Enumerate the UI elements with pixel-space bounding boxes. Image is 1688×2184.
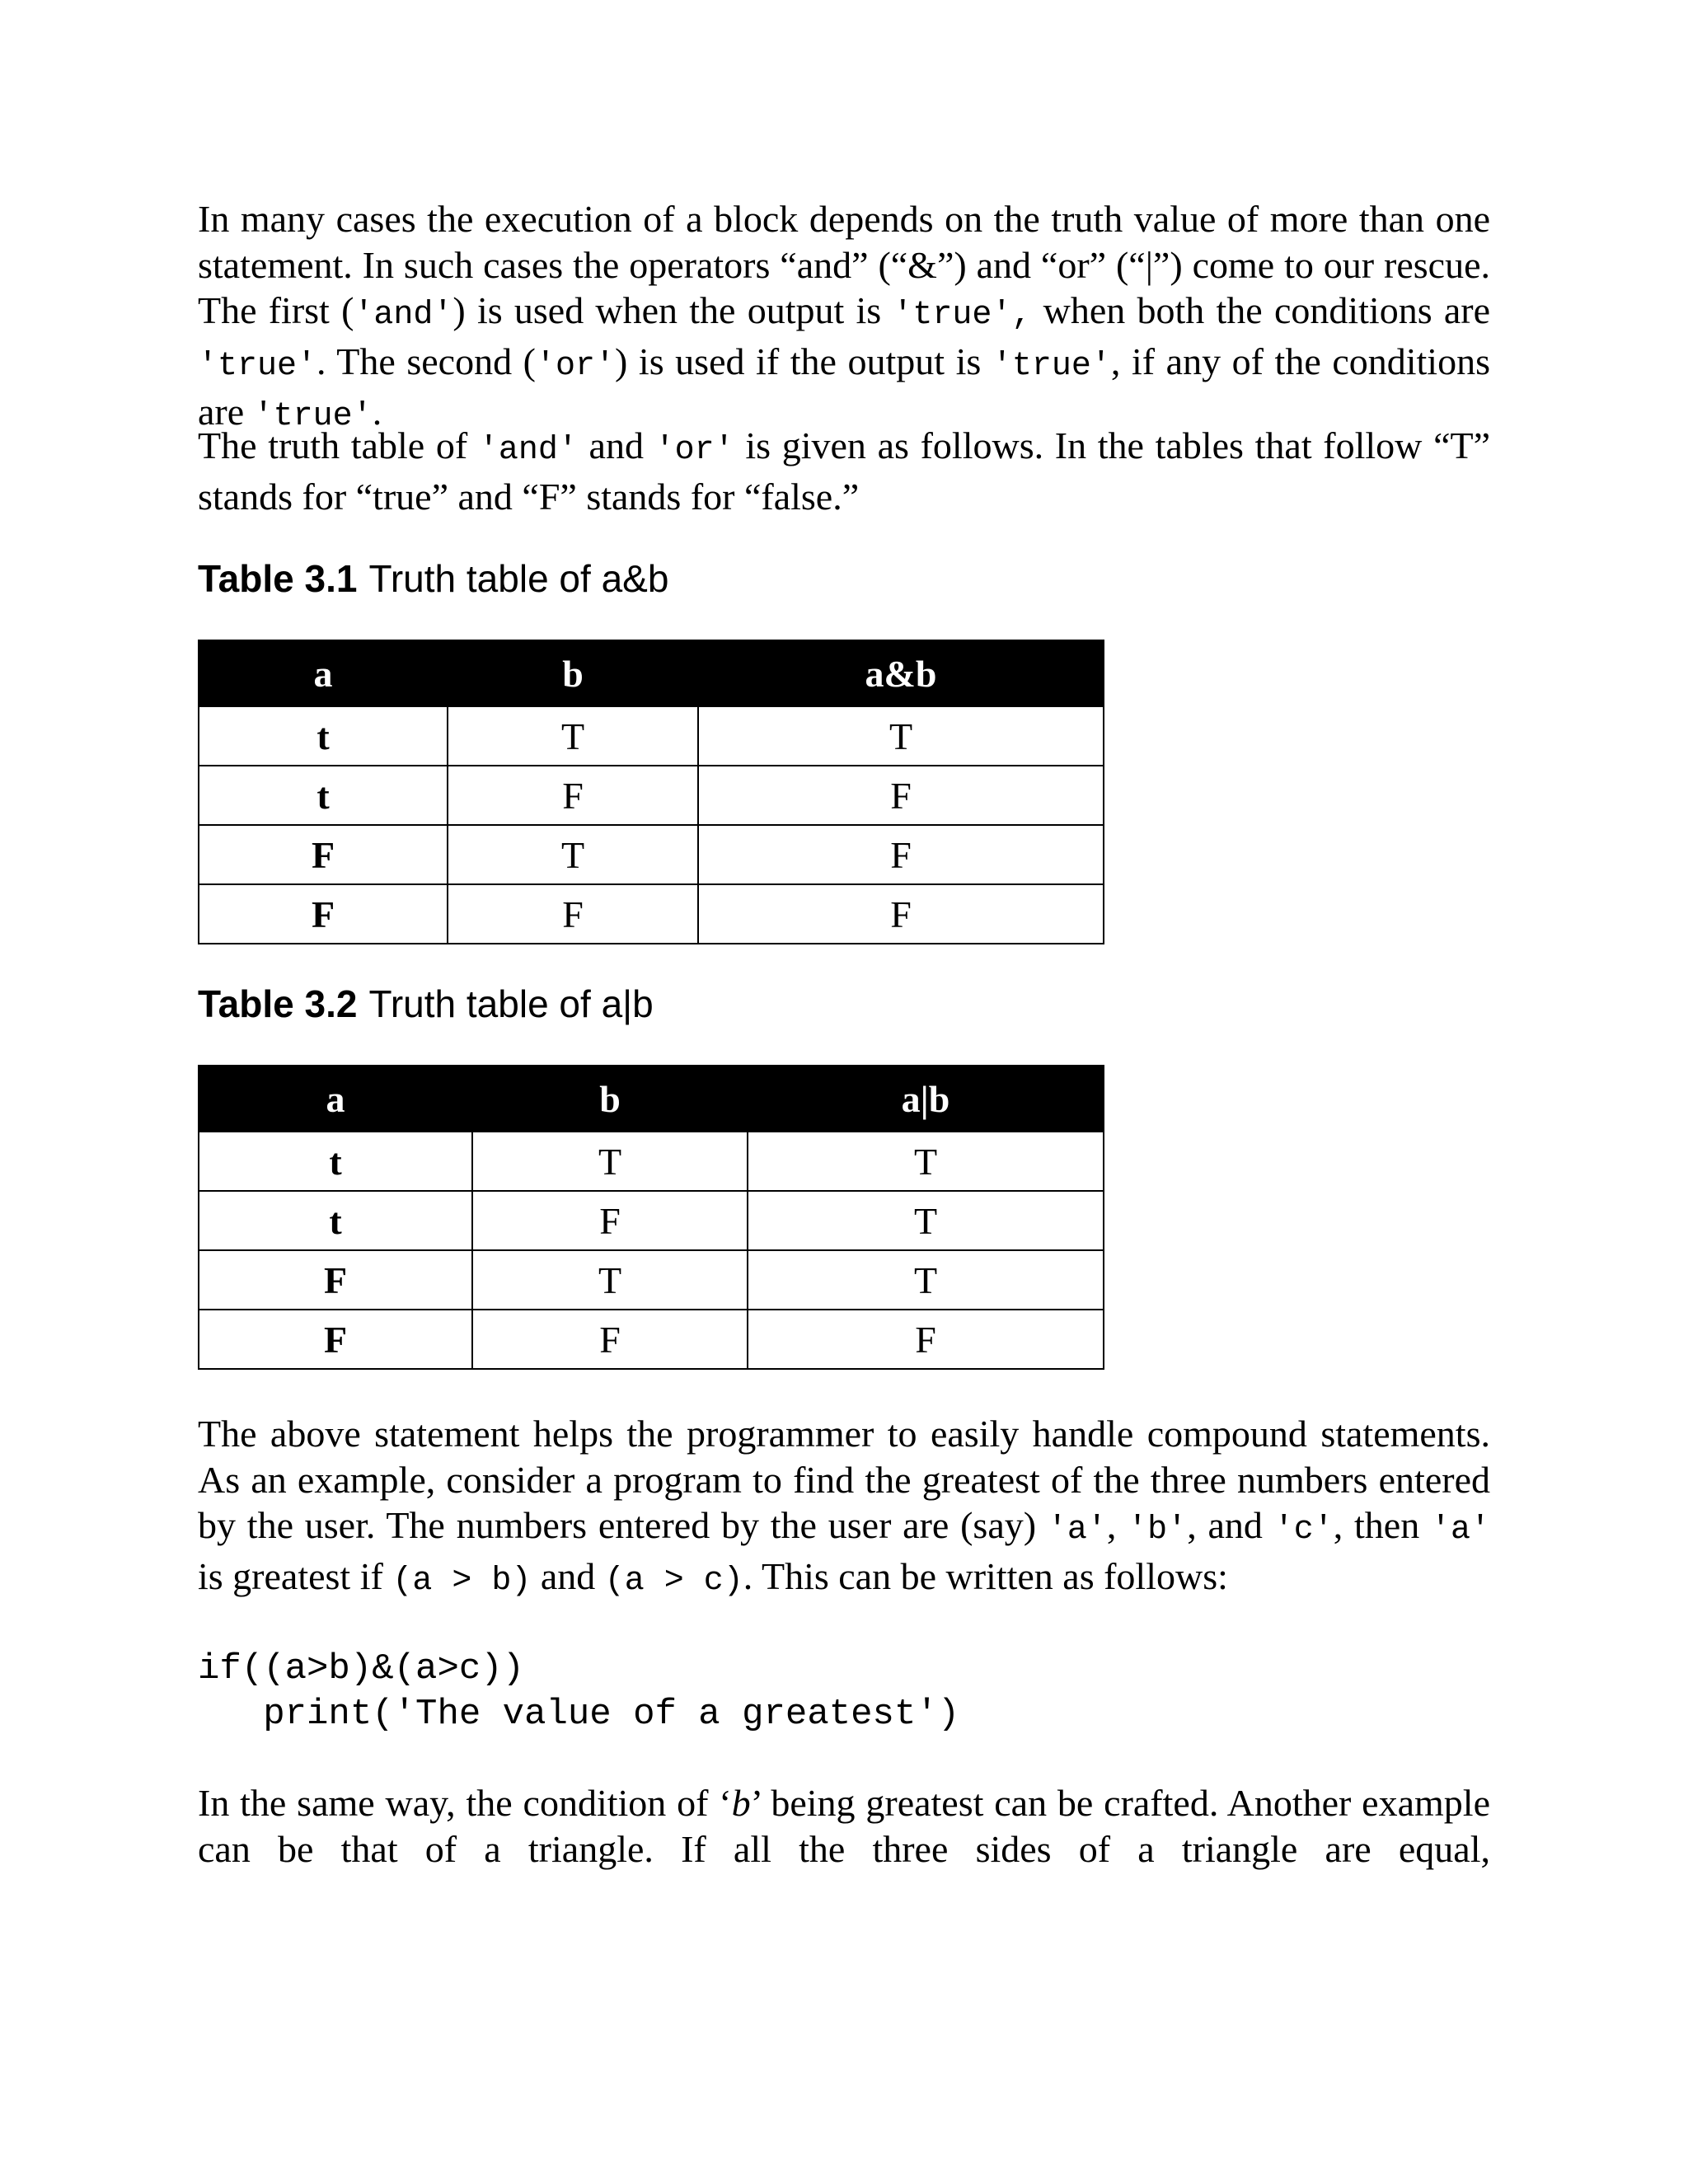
table-cell: F [199,1250,472,1310]
table-caption-text: Truth table of a&b [368,557,669,600]
table-row [199,825,1104,884]
column-header: a|b [748,1066,1104,1132]
table-cell: F [448,766,698,825]
text-span: ) is used if the output is [615,340,992,382]
table-cell: T [448,706,698,766]
compound-statement-paragraph [198,1411,1490,1604]
inline-code: 'and' [478,432,578,469]
inline-code: 'true' [253,398,373,435]
inline-code: 'a' [1430,1511,1490,1549]
code-block [198,1647,1490,1737]
table-cell: F [748,1310,1104,1369]
table-row [199,766,1104,825]
table-row [199,706,1104,766]
table-row [199,1191,1104,1250]
table-caption [198,555,1490,602]
table-cell: F [199,1310,472,1369]
column-header: a [199,640,448,706]
table-header-row [199,640,1104,706]
table-cell: F [698,825,1104,884]
text-span: is greatest if [198,1554,393,1597]
inline-code: (a > c) [604,1562,743,1600]
italic-text: b [731,1782,751,1824]
inline-code: 'a' [1047,1511,1107,1549]
table-cell: T [748,1132,1104,1191]
code-line: if((a>b)&(a>c)) [198,1648,525,1690]
closing-paragraph [198,1780,1490,1872]
table-cell: T [748,1250,1104,1310]
text-span: when both the conditions are [1031,289,1490,331]
inline-code: 'b' [1128,1511,1188,1549]
table-cell: t [199,1132,472,1191]
table-caption [198,981,1490,1027]
inline-code: 'or' [654,432,734,469]
table-row [199,1250,1104,1310]
table-cell: T [698,706,1104,766]
text-span: In the same way, the condition of ‘ [198,1782,732,1824]
table-caption-text: Truth table of a|b [368,982,654,1025]
table-cell: F [698,884,1104,944]
page-content [198,196,1490,1872]
table-cell: T [472,1132,748,1191]
table-cell: F [199,825,448,884]
text-span: The above statement helps the programmer to easily handle compound statements. As an example, consider a program to find the greatest of the three numbers entered by the user. The numbers entered by the user are (say) [198,1413,1490,1546]
text-span: . [372,391,382,433]
table-cell: F [472,1310,748,1369]
text-span: , and [1187,1504,1274,1546]
table-header-row [199,1066,1104,1132]
inline-code: 'true' [198,347,317,385]
table-cell: T [448,825,698,884]
intro-paragraph [198,196,1490,435]
text-span: , if any of the conditions are [198,340,1490,433]
inline-code: 'c' [1273,1511,1334,1549]
column-header: a [199,1066,472,1132]
text-span: , [1106,1504,1128,1546]
inline-code: 'or' [536,347,616,385]
text-span: The truth table of [198,424,479,466]
inline-code: (a > b) [392,1562,532,1600]
code-line: print('The value of a greatest') [198,1694,960,1735]
text-span: is given as follows. In the tables that follow “T” stands for “true” and “F” stands for “false.” [198,424,1490,518]
text-span: In many cases the execution of a block depends on the truth value of more than one statement. In such cases the operators “and” (“&”) and “or” (“|”) come to our rescue. The first ( [198,198,1490,331]
table-cell: T [748,1191,1104,1250]
text-span: ) is used when the output is [452,289,893,331]
column-header: b [448,640,698,706]
column-header: b [472,1066,748,1132]
inline-code: 'true', [893,297,1032,334]
table-cell: t [199,706,448,766]
table-caption-label: Table 3.1 [198,557,358,600]
column-header: a&b [698,640,1104,706]
truth-table-and [198,640,1104,944]
text-span: . The second ( [316,340,536,382]
table-cell: F [698,766,1104,825]
table-cell: t [199,766,448,825]
text-span: . This can be written as follows: [743,1554,1228,1597]
table-row [199,1132,1104,1191]
text-span: and [531,1554,605,1597]
inline-code: 'and' [354,297,453,334]
table-cell: T [472,1250,748,1310]
text-span: ’ being greatest can be crafted. Another example can be that of a triangle. If all the three sides of a triangle are equal, [198,1782,1490,1870]
table-row [199,1310,1104,1369]
truth-table-or [198,1065,1104,1370]
truth-table-intro-paragraph [198,423,1490,519]
table-cell: F [448,884,698,944]
table-cell: F [472,1191,748,1250]
inline-code: 'true' [992,347,1111,385]
table-caption-label: Table 3.2 [198,982,358,1025]
table-row [199,884,1104,944]
text-span: and [577,424,655,466]
table-cell: F [199,884,448,944]
text-span: , then [1333,1504,1431,1546]
table-cell: t [199,1191,472,1250]
